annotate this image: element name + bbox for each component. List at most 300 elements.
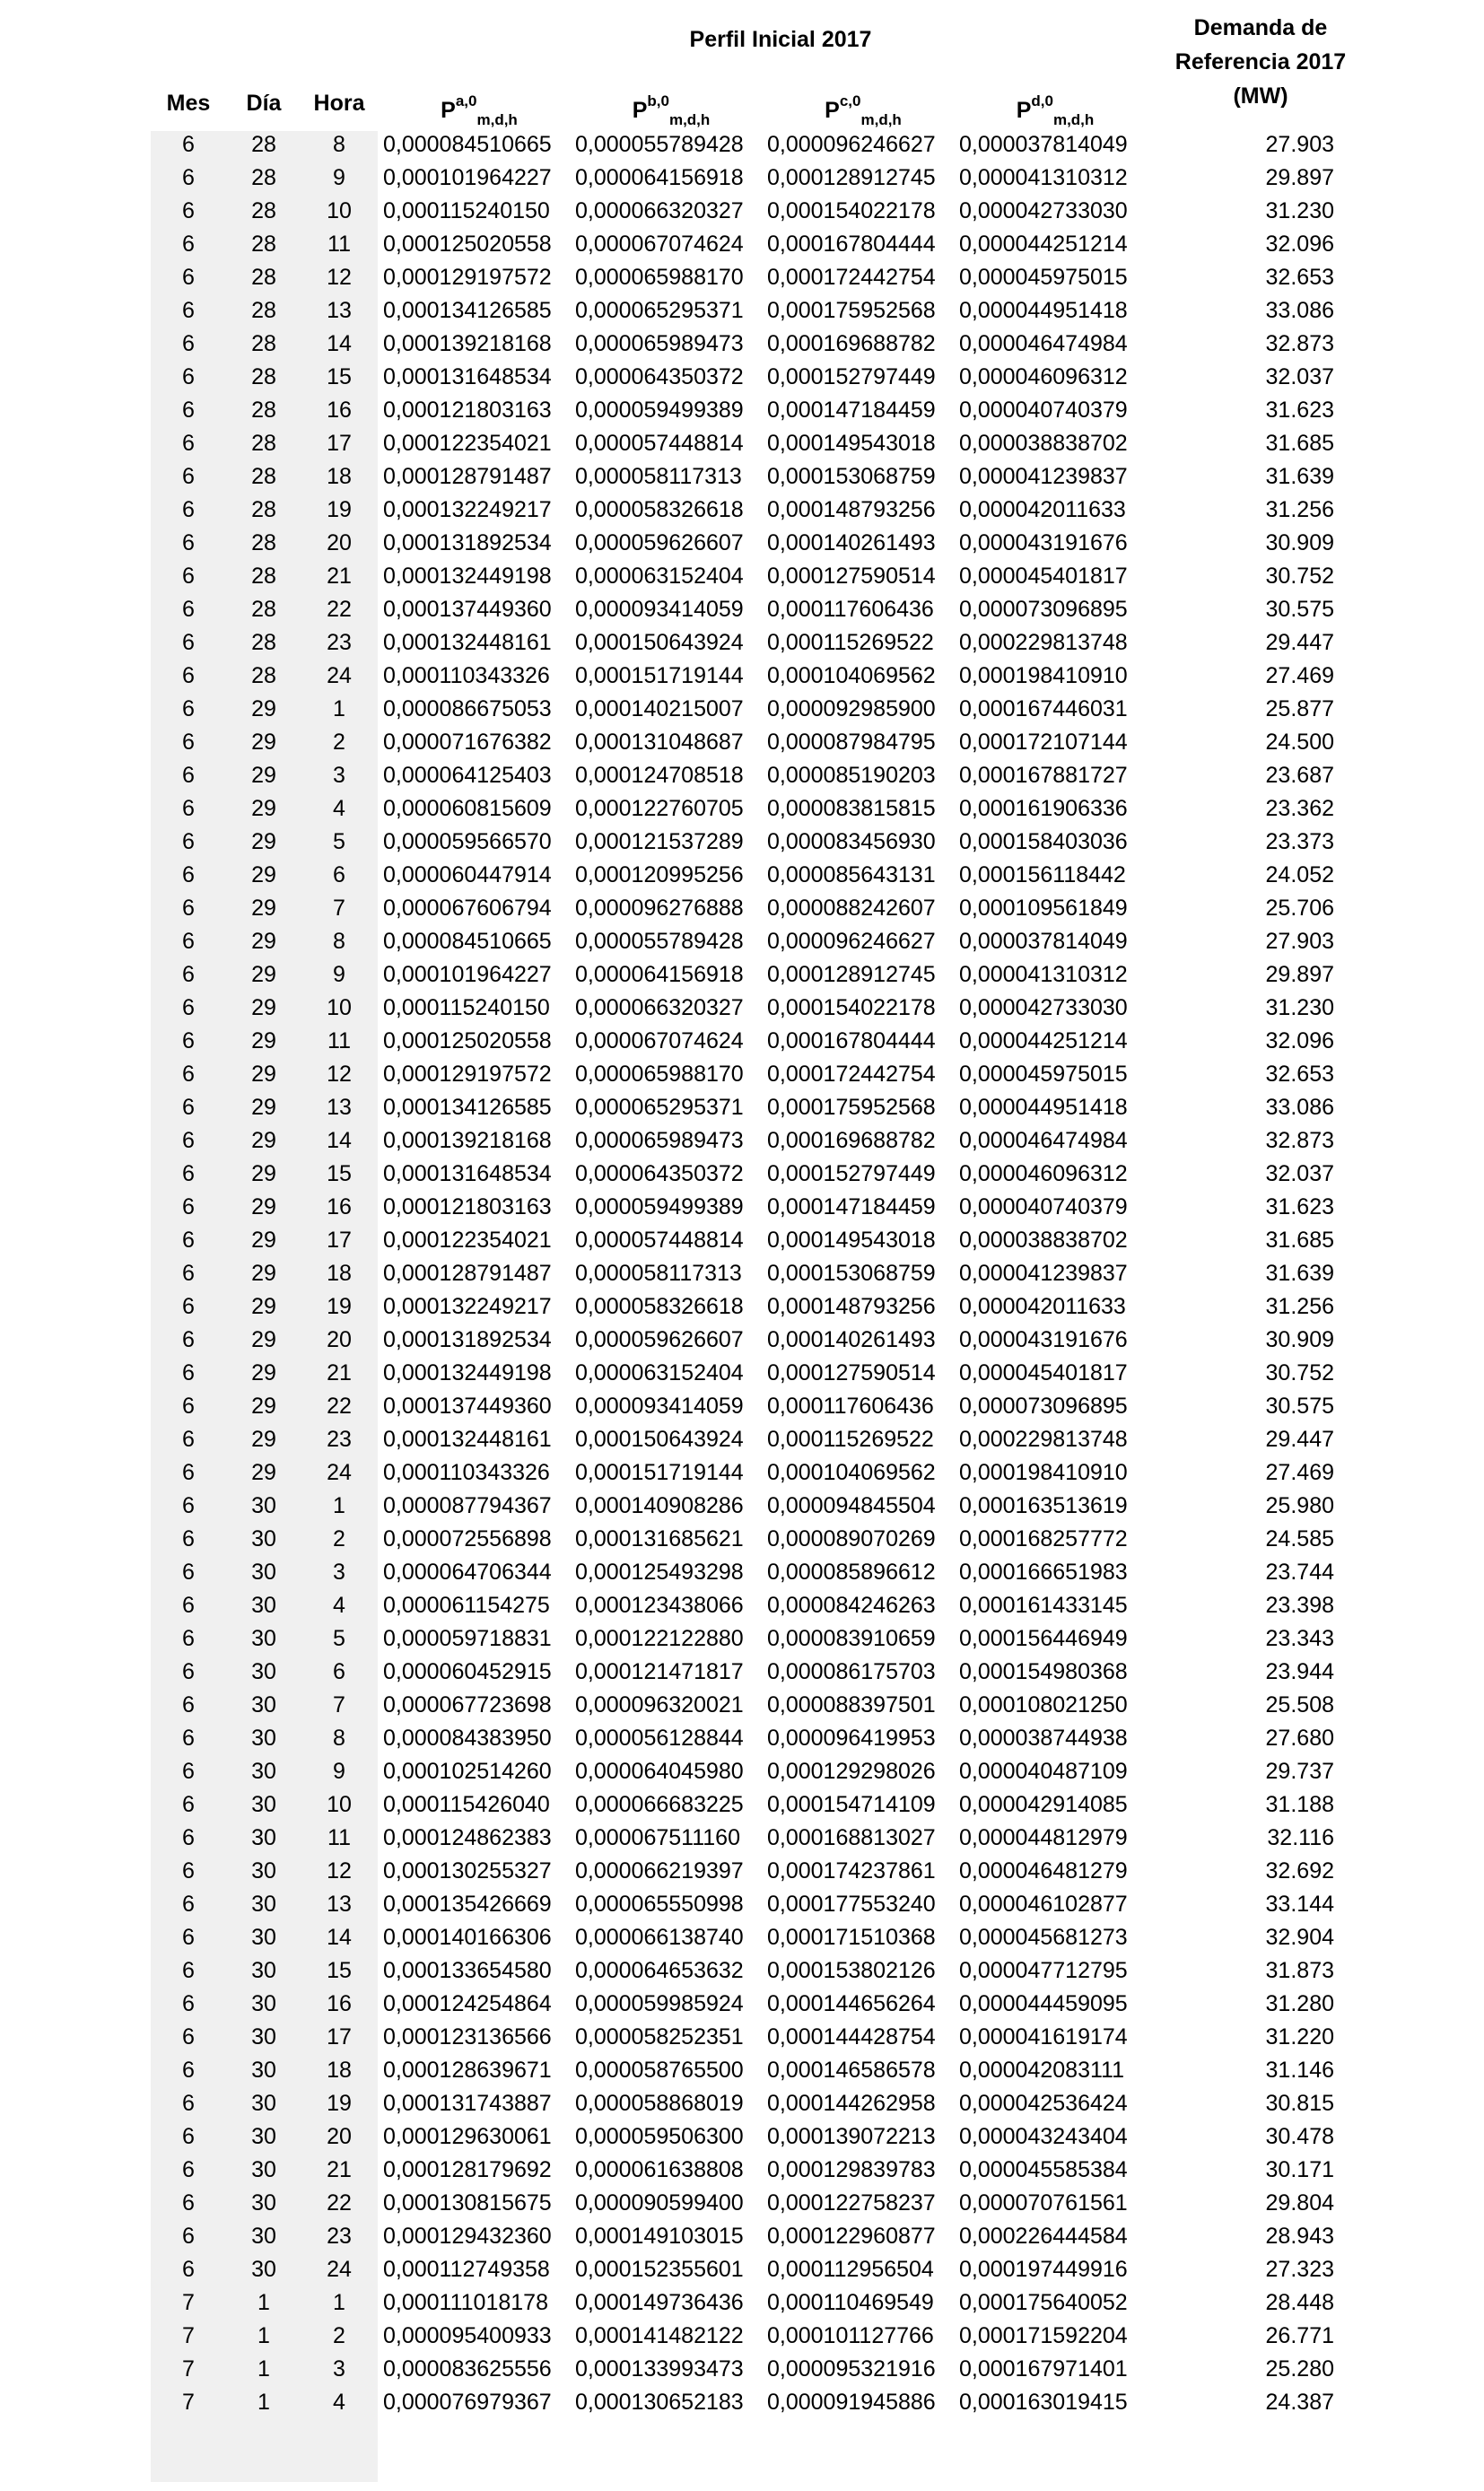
pa-cell: 0,000129197572: [383, 265, 552, 290]
hora-cell: 16: [327, 1991, 352, 2016]
pb-cell: 0,000063152404: [575, 1360, 744, 1385]
demanda-header-line: Referencia 2017: [1174, 49, 1347, 74]
pd-cell: 0,000044251214: [959, 232, 1128, 257]
pb-cell: 0,000123438066: [575, 1593, 744, 1618]
pa-cell: 0,000084510665: [383, 929, 552, 954]
table-row: [0, 1888, 1484, 1921]
dia-cell: 28: [251, 530, 276, 555]
pa-cell: 0,000129197572: [383, 1062, 552, 1087]
dia-cell: 28: [251, 431, 276, 456]
demanda-cell: 31.230: [1265, 198, 1334, 223]
dia-cell: 29: [251, 730, 276, 755]
pb-cell: 0,000140908286: [575, 1493, 744, 1518]
hora-cell: 20: [327, 2124, 352, 2149]
demanda-header-line: (MW): [1233, 83, 1288, 109]
demanda-cell: 32.873: [1265, 331, 1334, 356]
pd-cell: 0,000047712795: [959, 1958, 1128, 1983]
demanda-cell: 23.687: [1265, 763, 1334, 788]
hora-cell: 13: [327, 1095, 352, 1120]
pb-cell: 0,000150643924: [575, 630, 744, 655]
hora-cell: 11: [327, 1825, 351, 1850]
dia-cell: 28: [251, 564, 276, 589]
demanda-cell: 33.086: [1265, 298, 1334, 323]
pa-cell: 0,000087794367: [383, 1493, 552, 1518]
pd-cell: 0,000044459095: [959, 1991, 1128, 2016]
pa-cell: 0,000115426040: [383, 1792, 550, 1817]
pc-cell: 0,000174237861: [767, 1858, 936, 1884]
pb-cell: 0,000058326618: [575, 1294, 744, 1319]
mes-cell: 6: [182, 564, 195, 589]
pb-cell: 0,000064156918: [575, 165, 744, 190]
mes-cell: 6: [182, 1294, 195, 1319]
mes-cell: 6: [182, 265, 195, 290]
table-row: [0, 2120, 1484, 2154]
hora-cell: 13: [327, 1892, 352, 1917]
hora-cell: 6: [333, 1659, 345, 1684]
mes-cell: 6: [182, 464, 195, 489]
table-row: [0, 2187, 1484, 2220]
pb-cell: 0,000149103015: [575, 2224, 744, 2249]
demanda-cell: 32.692: [1265, 1858, 1334, 1884]
pa-cell: 0,000132249217: [383, 1294, 552, 1319]
pc-cell: 0,000096246627: [767, 929, 936, 954]
table-row: [0, 1224, 1484, 1257]
dia-cell: 28: [251, 464, 276, 489]
table-row: [0, 1357, 1484, 1390]
hora-cell: 4: [333, 2390, 345, 2415]
pb-cell: 0,000151719144: [575, 663, 744, 688]
pd-cell: 0,000040487109: [959, 1759, 1128, 1784]
demanda-cell: 29.737: [1265, 1759, 1334, 1784]
dia-cell: 29: [251, 896, 276, 921]
pa-cell: 0,000132449198: [383, 1360, 552, 1385]
dia-cell: 29: [251, 929, 276, 954]
demanda-cell: 23.373: [1265, 829, 1334, 854]
pb-cell: 0,000065988170: [575, 1062, 744, 1087]
pc-cell: 0,000117606436: [767, 1394, 934, 1419]
table-row: [0, 460, 1484, 494]
hora-cell: 19: [327, 2091, 352, 2116]
table-row: [0, 660, 1484, 693]
hora-cell: 21: [327, 2157, 352, 2182]
table-row: [0, 892, 1484, 925]
table-row: [0, 2253, 1484, 2286]
pc-cell: 0,000094845504: [767, 1493, 936, 1518]
pa-cell: 0,000060815609: [383, 796, 552, 821]
pc-cell: 0,000088242607: [767, 896, 936, 921]
dia-cell: 29: [251, 1228, 276, 1253]
pc-cell: 0,000154022178: [767, 995, 936, 1020]
demanda-cell: 31.230: [1265, 995, 1334, 1020]
mes-cell: 6: [182, 2257, 195, 2282]
demanda-cell: 31.639: [1265, 1261, 1334, 1286]
demanda-cell: 23.944: [1265, 1659, 1334, 1684]
dia-cell: 29: [251, 1095, 276, 1120]
dia-cell: 30: [251, 2224, 276, 2249]
pb-cell: 0,000140215007: [575, 696, 744, 721]
pd-cell: 0,000043191676: [959, 1327, 1128, 1352]
table-row: [0, 626, 1484, 660]
mes-cell: 6: [182, 1427, 195, 1452]
table-row: [0, 1390, 1484, 1423]
demanda-cell: 31.623: [1265, 1194, 1334, 1219]
hora-cell: 19: [327, 497, 352, 522]
pc-cell: 0,000112956504: [767, 2257, 934, 2282]
dia-cell: 30: [251, 1991, 276, 2016]
pd-cell: 0,000042536424: [959, 2091, 1128, 2116]
table-row: [0, 2386, 1484, 2419]
dia-cell: 29: [251, 1261, 276, 1286]
hora-cell: 9: [333, 165, 345, 190]
table-row: [0, 726, 1484, 759]
pa-cell: 0,000121803163: [383, 1194, 552, 1219]
demanda-cell: 27.469: [1265, 1460, 1334, 1485]
pb-cell: 0,000131048687: [575, 730, 744, 755]
table-row: [0, 1158, 1484, 1191]
p-symbol: P: [825, 98, 840, 123]
dia-cell: 28: [251, 630, 276, 655]
hora-cell: 1: [333, 696, 345, 721]
demanda-cell: 23.362: [1265, 796, 1334, 821]
perfil-inicial-header: Perfil Inicial 2017: [689, 27, 872, 52]
pc-cell: 0,000169688782: [767, 1128, 936, 1153]
pd-cell: 0,000040740379: [959, 398, 1128, 423]
pb-cell: 0,000149736436: [575, 2290, 744, 2315]
hora-cell: 12: [327, 1062, 352, 1087]
pa-cell: 0,000139218168: [383, 331, 552, 356]
table-row: [0, 1689, 1484, 1722]
pb-cell: 0,000065295371: [575, 1095, 744, 1120]
pc-cell: 0,000146586578: [767, 2058, 936, 2083]
pa-cell: 0,000134126585: [383, 1095, 552, 1120]
demanda-cell: 27.903: [1265, 929, 1334, 954]
mes-cell: 6: [182, 2124, 195, 2149]
mes-cell: 6: [182, 1626, 195, 1651]
hora-cell: 10: [327, 1792, 352, 1817]
pa-cell: 0,000072556898: [383, 1526, 552, 1551]
table-row: [0, 1191, 1484, 1224]
demanda-cell: 31.685: [1265, 431, 1334, 456]
pd-cell: 0,000197449916: [959, 2257, 1128, 2282]
pd-cell: 0,000161906336: [959, 796, 1128, 821]
hora-cell: 24: [327, 1460, 352, 1485]
mes-cell: 6: [182, 431, 195, 456]
pa-cell: 0,000137449360: [383, 597, 552, 622]
pb-cell: 0,000067074624: [575, 1028, 744, 1053]
pc-cell: 0,000087984795: [767, 730, 936, 755]
dia-cell: 30: [251, 1858, 276, 1884]
pc-cell: 0,000083910659: [767, 1626, 936, 1651]
pb-cell: 0,000055789428: [575, 929, 744, 954]
pd-cell: 0,000044951418: [959, 1095, 1128, 1120]
pc-cell: 0,000084246263: [767, 1593, 936, 1618]
demanda-cell: 23.398: [1265, 1593, 1334, 1618]
dia-cell: 1: [258, 2356, 270, 2382]
pb-cell: 0,000065989473: [575, 1128, 744, 1153]
pd-cell: 0,000044951418: [959, 298, 1128, 323]
pb-cell: 0,000124708518: [575, 763, 744, 788]
pb-cell: 0,000066219397: [575, 1858, 744, 1884]
demanda-cell: 31.280: [1265, 1991, 1334, 2016]
pb-cell: 0,000061638808: [575, 2157, 744, 2182]
demanda-cell: 24.585: [1265, 1526, 1334, 1551]
pb-cell: 0,000122760705: [575, 796, 744, 821]
pa-cell: 0,000137449360: [383, 1394, 552, 1419]
pb-cell: 0,000121537289: [575, 829, 744, 854]
pc-cell: 0,000122960877: [767, 2224, 936, 2249]
demanda-cell: 31.188: [1265, 1792, 1334, 1817]
table-row: [0, 792, 1484, 826]
pb-cell: 0,000141482122: [575, 2323, 744, 2348]
table-row: [0, 2154, 1484, 2187]
pa-cell: 0,000128639671: [383, 2058, 552, 2083]
pc-cell: 0,000149543018: [767, 431, 936, 456]
mes-cell: 6: [182, 1261, 195, 1286]
mes-cell: 6: [182, 730, 195, 755]
demanda-cell: 28.448: [1265, 2290, 1334, 2315]
dia-cell: 28: [251, 364, 276, 389]
table-row: [0, 1456, 1484, 1490]
pb-cell: 0,000067511160: [575, 1825, 740, 1850]
table-row: [0, 693, 1484, 726]
demanda-cell: 30.752: [1265, 564, 1334, 589]
table-row: [0, 1622, 1484, 1656]
hora-cell: 24: [327, 663, 352, 688]
demanda-cell: 31.639: [1265, 464, 1334, 489]
pc-cell: 0,000128912745: [767, 962, 936, 987]
mes-cell: 6: [182, 1892, 195, 1917]
dia-cell: 29: [251, 1327, 276, 1352]
mes-cell: 6: [182, 597, 195, 622]
pa-cell: 0,000083625556: [383, 2356, 552, 2382]
mes-cell: 6: [182, 829, 195, 854]
p-symbol: P: [1016, 98, 1032, 123]
demanda-cell: 26.771: [1265, 2323, 1334, 2348]
demanda-cell: 29.897: [1265, 165, 1334, 190]
pb-cell: 0,000150643924: [575, 1427, 744, 1452]
hora-cell: 16: [327, 1194, 352, 1219]
hora-cell: 18: [327, 1261, 352, 1286]
pb-cell: 0,000131685621: [575, 1526, 744, 1551]
pa-cell: 0,000131648534: [383, 1161, 552, 1186]
pb-cell: 0,000066138740: [575, 1925, 744, 1950]
table-row: [0, 1722, 1484, 1755]
dia-cell: 30: [251, 2124, 276, 2149]
pc-cell: 0,000127590514: [767, 564, 936, 589]
pc-cell: 0,000172442754: [767, 1062, 936, 1087]
hora-cell: 3: [333, 1560, 345, 1585]
pb-cell: 0,000059499389: [575, 398, 744, 423]
pb-superscript: b,0: [647, 92, 669, 109]
pb-cell: 0,000096276888: [575, 896, 744, 921]
pd-cell: 0,000167881727: [959, 763, 1128, 788]
table-row: [0, 2286, 1484, 2320]
pa-cell: 0,000131892534: [383, 1327, 552, 1352]
pb-cell: 0,000064156918: [575, 962, 744, 987]
pa-cell: 0,000132449198: [383, 564, 552, 589]
demanda-cell: 30.478: [1265, 2124, 1334, 2149]
pb-cell: 0,000120995256: [575, 862, 744, 887]
pc-cell: 0,000140261493: [767, 1327, 936, 1352]
pb-cell: 0,000065550998: [575, 1892, 744, 1917]
dia-cell: 29: [251, 1128, 276, 1153]
table-row: [0, 1091, 1484, 1124]
dia-cell: 30: [251, 1560, 276, 1585]
mes-cell: 6: [182, 1991, 195, 2016]
pd-cell: 0,000073096895: [959, 597, 1128, 622]
pa-cell: 0,000134126585: [383, 298, 552, 323]
mes-cell: 6: [182, 763, 195, 788]
pd-cell: 0,000038744938: [959, 1726, 1128, 1751]
pc-cell: 0,000085190203: [767, 763, 936, 788]
demanda-cell: 32.873: [1265, 1128, 1334, 1153]
pa-cell: 0,000076979367: [383, 2390, 552, 2415]
hora-cell: 9: [333, 1759, 345, 1784]
pb-cell: 0,000096320021: [575, 1692, 744, 1717]
demanda-cell: 31.256: [1265, 1294, 1334, 1319]
table-row: [0, 162, 1484, 195]
dia-cell: 29: [251, 962, 276, 987]
demanda-cell: 31.146: [1265, 2058, 1334, 2083]
dia-cell: 29: [251, 1161, 276, 1186]
hora-cell: 22: [327, 2190, 352, 2216]
mes-cell: 6: [182, 1726, 195, 1751]
hora-cell: 2: [333, 1526, 345, 1551]
pd-cell: 0,000108021250: [959, 1692, 1128, 1717]
mes-cell: 6: [182, 1792, 195, 1817]
pa-cell: 0,000101964227: [383, 165, 552, 190]
dia-cell: 28: [251, 497, 276, 522]
mes-cell: 6: [182, 530, 195, 555]
pa-cell: 0,000110343326: [383, 1460, 550, 1485]
pd-cell: 0,000042914085: [959, 1792, 1128, 1817]
hora-cell: 22: [327, 1394, 352, 1419]
table-row: [0, 1257, 1484, 1290]
pb-cell: 0,000058117313: [575, 1261, 742, 1286]
demanda-cell: 29.447: [1265, 1427, 1334, 1452]
mes-cell: 6: [182, 862, 195, 887]
mes-cell: 6: [182, 2058, 195, 2083]
pd-cell: 0,000046481279: [959, 1858, 1128, 1884]
dia-cell: 29: [251, 1194, 276, 1219]
dia-cell: 1: [258, 2323, 270, 2348]
dia-cell: 30: [251, 1526, 276, 1551]
pd-cell: 0,000041310312: [959, 962, 1128, 987]
pc-cell: 0,000129839783: [767, 2157, 936, 2182]
pc-cell: 0,000083815815: [767, 796, 936, 821]
demanda-cell: 25.877: [1265, 696, 1334, 721]
table-row: [0, 1324, 1484, 1357]
hora-cell: 12: [327, 1858, 352, 1884]
mes-cell: 6: [182, 962, 195, 987]
table-row: [0, 361, 1484, 394]
pa-cell: 0,000122354021: [383, 431, 552, 456]
demanda-cell: 27.323: [1265, 2257, 1334, 2282]
pd-cell: 0,000198410910: [959, 1460, 1128, 1485]
hora-cell: 1: [333, 2290, 345, 2315]
demanda-cell: 32.096: [1265, 1028, 1334, 1053]
mes-cell: 6: [182, 1858, 195, 1884]
table-row: [0, 593, 1484, 626]
hora-cell: 18: [327, 2058, 352, 2083]
hora-cell: 14: [327, 1128, 352, 1153]
pd-cell: 0,000198410910: [959, 663, 1128, 688]
mes-cell: 6: [182, 232, 195, 257]
dia-cell: 30: [251, 1593, 276, 1618]
p-subscript: m,d,h: [476, 111, 518, 128]
table-row: [0, 826, 1484, 859]
pa-cell: 0,000115240150: [383, 198, 550, 223]
demanda-cell: 32.116: [1267, 1825, 1334, 1850]
pa-superscript: a,0: [455, 92, 477, 109]
pd-cell: 0,000175640052: [959, 2290, 1128, 2315]
pa-cell: 0,000084383950: [383, 1726, 552, 1751]
pd-cell: 0,000046102877: [959, 1892, 1128, 1917]
pa-cell: 0,000086675053: [383, 696, 552, 721]
pc-cell: 0,000144262958: [767, 2091, 936, 2116]
demanda-cell: 27.903: [1265, 132, 1334, 157]
p-symbol: P: [632, 98, 648, 123]
pd-cell: 0,000166651983: [959, 1560, 1128, 1585]
pc-cell: 0,000095321916: [767, 2356, 936, 2382]
dia-cell: 28: [251, 198, 276, 223]
mes-cell: 6: [182, 630, 195, 655]
table-row: [0, 1788, 1484, 1822]
pc-cell: 0,000092985900: [767, 696, 936, 721]
demanda-cell: 30.815: [1265, 2091, 1334, 2116]
pa-cell: 0,000140166306: [383, 1925, 552, 1950]
pc-cell: 0,000175952568: [767, 1095, 936, 1120]
pd-cell: 0,000044812979: [959, 1825, 1128, 1850]
mes-cell: 7: [182, 2290, 195, 2315]
pb-cell: 0,000121471817: [575, 1659, 744, 1684]
pc-cell: 0,000154022178: [767, 198, 936, 223]
mes-cell: 6: [182, 1825, 195, 1850]
hora-cell: 8: [333, 1726, 345, 1751]
dia-cell: 30: [251, 1958, 276, 1983]
p-subscript: m,d,h: [668, 111, 711, 128]
demanda-cell: 24.052: [1265, 862, 1334, 887]
hora-cell: 18: [327, 464, 352, 489]
hora-cell: 19: [327, 1294, 352, 1319]
hora-cell: 8: [333, 132, 345, 157]
mes-cell: 6: [182, 663, 195, 688]
p-symbol: P: [441, 98, 456, 123]
p-subscript: m,d,h: [1052, 111, 1095, 128]
dia-cell: 28: [251, 265, 276, 290]
pc-cell: 0,000096246627: [767, 132, 936, 157]
pb-cell: 0,000152355601: [575, 2257, 744, 2282]
pb-cell: 0,000058868019: [575, 2091, 744, 2116]
hora-cell: 7: [333, 896, 345, 921]
pc-cell: 0,000168813027: [767, 1825, 936, 1850]
mes-cell: 6: [182, 398, 195, 423]
table-row: [0, 759, 1484, 792]
demanda-cell: 32.096: [1265, 232, 1334, 257]
pa-cell: 0,000084510665: [383, 132, 552, 157]
mes-cell: 6: [182, 1526, 195, 1551]
dia-cell: 28: [251, 398, 276, 423]
pd-cell: 0,000168257772: [959, 1526, 1128, 1551]
table-row: [0, 1490, 1484, 1523]
pb-cell: 0,000065988170: [575, 265, 744, 290]
pb-cell: 0,000090599400: [575, 2190, 744, 2216]
hora-cell: 17: [327, 2024, 352, 2050]
table-row: [0, 527, 1484, 560]
pc-cell: 0,000154714109: [767, 1792, 936, 1817]
pb-cell: 0,000057448814: [575, 1228, 744, 1253]
hora-cell: 21: [327, 1360, 352, 1385]
